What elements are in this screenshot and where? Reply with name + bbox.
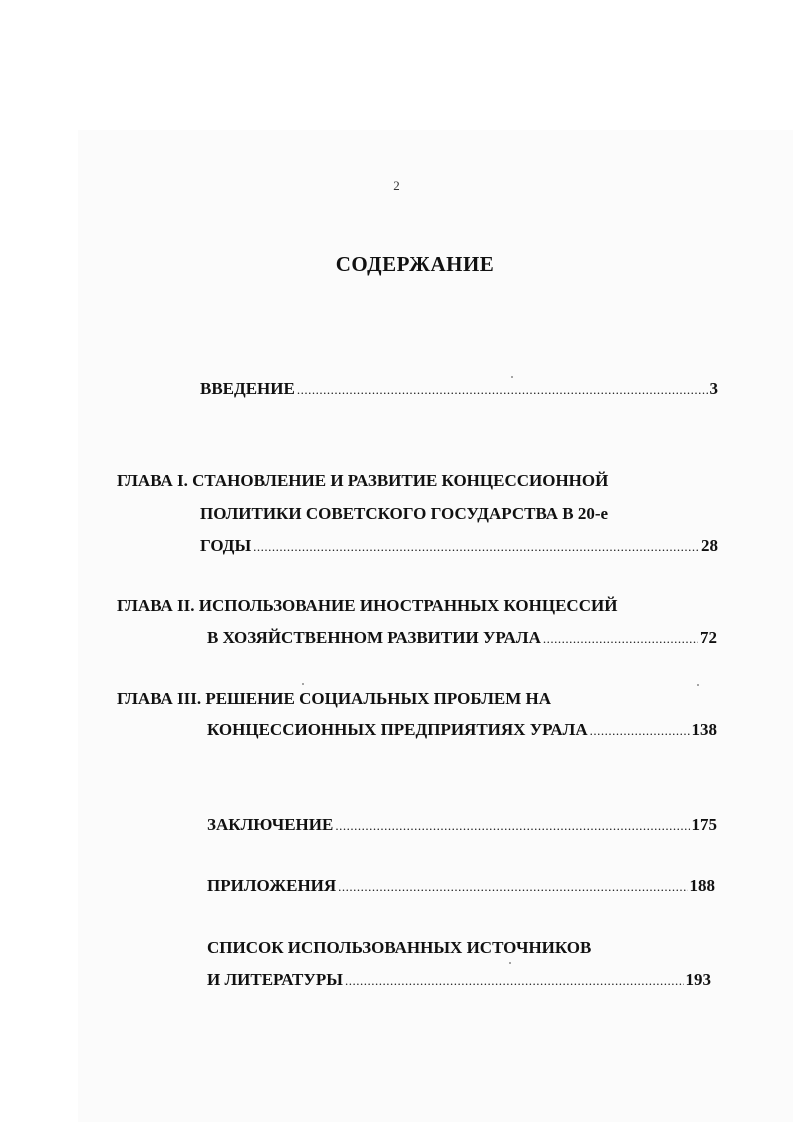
toc-chapter-1-line-1: ГЛАВА I. СТАНОВЛЕНИЕ И РАЗВИТИЕ КОНЦЕССИОННОЙ [117,471,609,490]
dot-leader [335,815,689,837]
toc-chapter-3-line-1: ГЛАВА III. РЕШЕНИЕ СОЦИАЛЬНЫХ ПРОБЛЕМ НА [117,689,552,708]
toc-page-number: 72 [700,628,717,647]
toc-entry-introduction [200,378,718,400]
toc-entry-chapter-2 [207,627,717,649]
scan-speck [697,684,699,686]
toc-entry-label: И ЛИТЕРАТУРЫ [207,970,343,989]
scan-speck [509,962,511,964]
toc-chapter-1-line-2: ПОЛИТИКИ СОВЕТСКОГО ГОСУДАРСТВА В 20-е [200,504,609,523]
toc-entry-label: ЗАКЛЮЧЕНИЕ [207,815,334,834]
page-number: 2 [393,178,400,193]
toc-entry-chapter-1 [200,535,718,557]
toc-entry-label: ВВЕДЕНИЕ [200,379,295,398]
toc-entry-label: ПРИЛОЖЕНИЯ [207,876,337,895]
dot-leader [543,628,698,650]
toc-page-number: 3 [709,379,718,398]
toc-sources-line-1: СПИСОК ИСПОЛЬЗОВАННЫХ ИСТОЧНИКОВ [207,938,592,957]
toc-entry-sources [207,969,711,991]
scan-speck [302,683,304,685]
dot-leader [590,720,690,742]
dot-leader [345,970,684,992]
scan-speck [511,376,513,378]
dot-leader [297,379,708,401]
toc-entry-label: ГОДЫ [200,536,252,555]
toc-page-number: 138 [691,720,717,739]
toc-entry-label: КОНЦЕССИОННЫХ ПРЕДПРИЯТИЯХ УРАЛА [207,720,588,739]
dot-leader [338,876,687,898]
toc-page-number: 175 [691,815,717,834]
toc-page-number: 193 [685,970,711,989]
page-title: СОДЕРЖАНИЕ [335,252,495,276]
toc-entry-conclusion [207,814,717,836]
toc-chapter-2-line-1: ГЛАВА II. ИСПОЛЬЗОВАНИЕ ИНОСТРАННЫХ КОНЦЕССИЙ [117,596,618,615]
toc-page-number: 188 [689,876,715,895]
toc-entry-appendix [207,875,715,897]
toc-page-number: 28 [701,536,718,555]
toc-entry-label: В ХОЗЯЙСТВЕННОМ РАЗВИТИИ УРАЛА [207,628,541,647]
toc-entry-chapter-3 [207,719,717,741]
dot-leader [253,536,699,558]
